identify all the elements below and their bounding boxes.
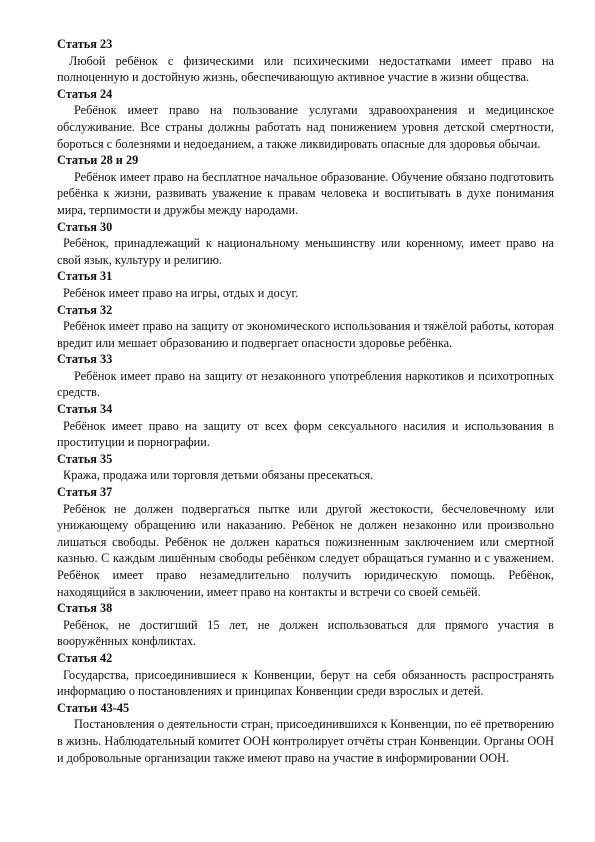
article-text: Ребёнок имеет право на защиту от незаконного употребления наркотиков и психотропных средств. <box>57 368 554 400</box>
article-text: Ребёнок имеет право на пользование услугами здравоохранения и медицинское обслуживание. Все страны должны работать над понижением уровня детской смертности, бороться с болезнями и недоеданием, а также ликвидировать опасные для здоровья обычаи. <box>57 103 554 151</box>
article-heading: Статья 31 <box>57 269 113 284</box>
article-heading: Статья 23 <box>57 37 113 51</box>
article-heading: Статья 35 <box>57 451 113 466</box>
article-text: Ребёнок не должен подвергаться пытке или другой жестокости, бесчеловечному или унижающему обращению или наказанию. Ребёнок не должен незаконно или произвольно лишаться свободы. Ребёнок не должен караться пожизненным заключением или смертной казнью. С каждым лишённым свободы ребёнком следует обращаться гуманно и с уважением. Ребёнок имеет право незамедлительно получить юридическую помощь. Ребёнок, находящийся в заключении, имеет право на контакты и встречи со своей семьёй. <box>57 501 554 599</box>
article-text: Ребёнок имеет право на защиту от экономического использования и тяжёлой работы, которая вредит или мешает образованию и подвергает опасности здоровье ребёнка. <box>57 319 554 350</box>
article-heading: Статья 38 <box>57 601 113 616</box>
article-heading: Статьи 43-45 <box>57 700 130 715</box>
article-text: Ребёнок, не достигший 15 лет, не должен использоваться для прямого участия в вооружённых конфликтах. <box>57 617 554 649</box>
article-heading: Статья 32 <box>57 302 113 317</box>
article-heading: Статья 37 <box>57 485 113 500</box>
article-heading: Статья 33 <box>57 352 113 367</box>
article-heading: Статья 30 <box>57 219 113 234</box>
article-text: Ребёнок, принадлежащий к национальному меньшинству или коренному, имеет право на свой язык, культуру и религию. <box>57 236 554 267</box>
article-heading: Статья 24 <box>57 86 113 101</box>
article-text: Ребёнок имеет право на защиту от всех форм сексуального насилия и использования в проституции и порнографии. <box>57 418 554 450</box>
article-text: Постановления о деятельности стран, присоединившихся к Конвенции, по её претворению в жизнь. Наблюдательный комитет ООН контролирует отчёты стран Конвенции. Органы ООН и добровольные организации также имеют право на участие в информировании ООН. <box>57 717 554 765</box>
article-heading: Статья 34 <box>57 402 113 417</box>
article-text: Государства, присоединившиеся к Конвенции, берут на себя обязанность распространять информацию о постановлениях и принципах Конвенции среди взрослых и детей. <box>57 667 554 699</box>
article-heading: Статья 42 <box>57 650 113 665</box>
article-text: Кража, продажа или торговля детьми обязаны пресекаться. <box>63 468 374 483</box>
article-text: Ребёнок имеет право на бесплатное начальное образование. Обучение обязано подготовить ребёнка к жизни, развивать уважение к правам человека и воспитывать в духе понимания мира, терпимости и дружбы между народами. <box>57 169 554 217</box>
article-text: Ребёнок имеет право на игры, отдых и досуг. <box>63 285 299 300</box>
article-heading: Статьи 28 и 29 <box>57 153 139 168</box>
document-body <box>57 36 554 766</box>
article-text: Любой ребёнок с физическими или психическими недостатками имеет право на полноценную и достойную жизнь, обеспечивающую активное участие в жизни общества. <box>57 53 554 85</box>
